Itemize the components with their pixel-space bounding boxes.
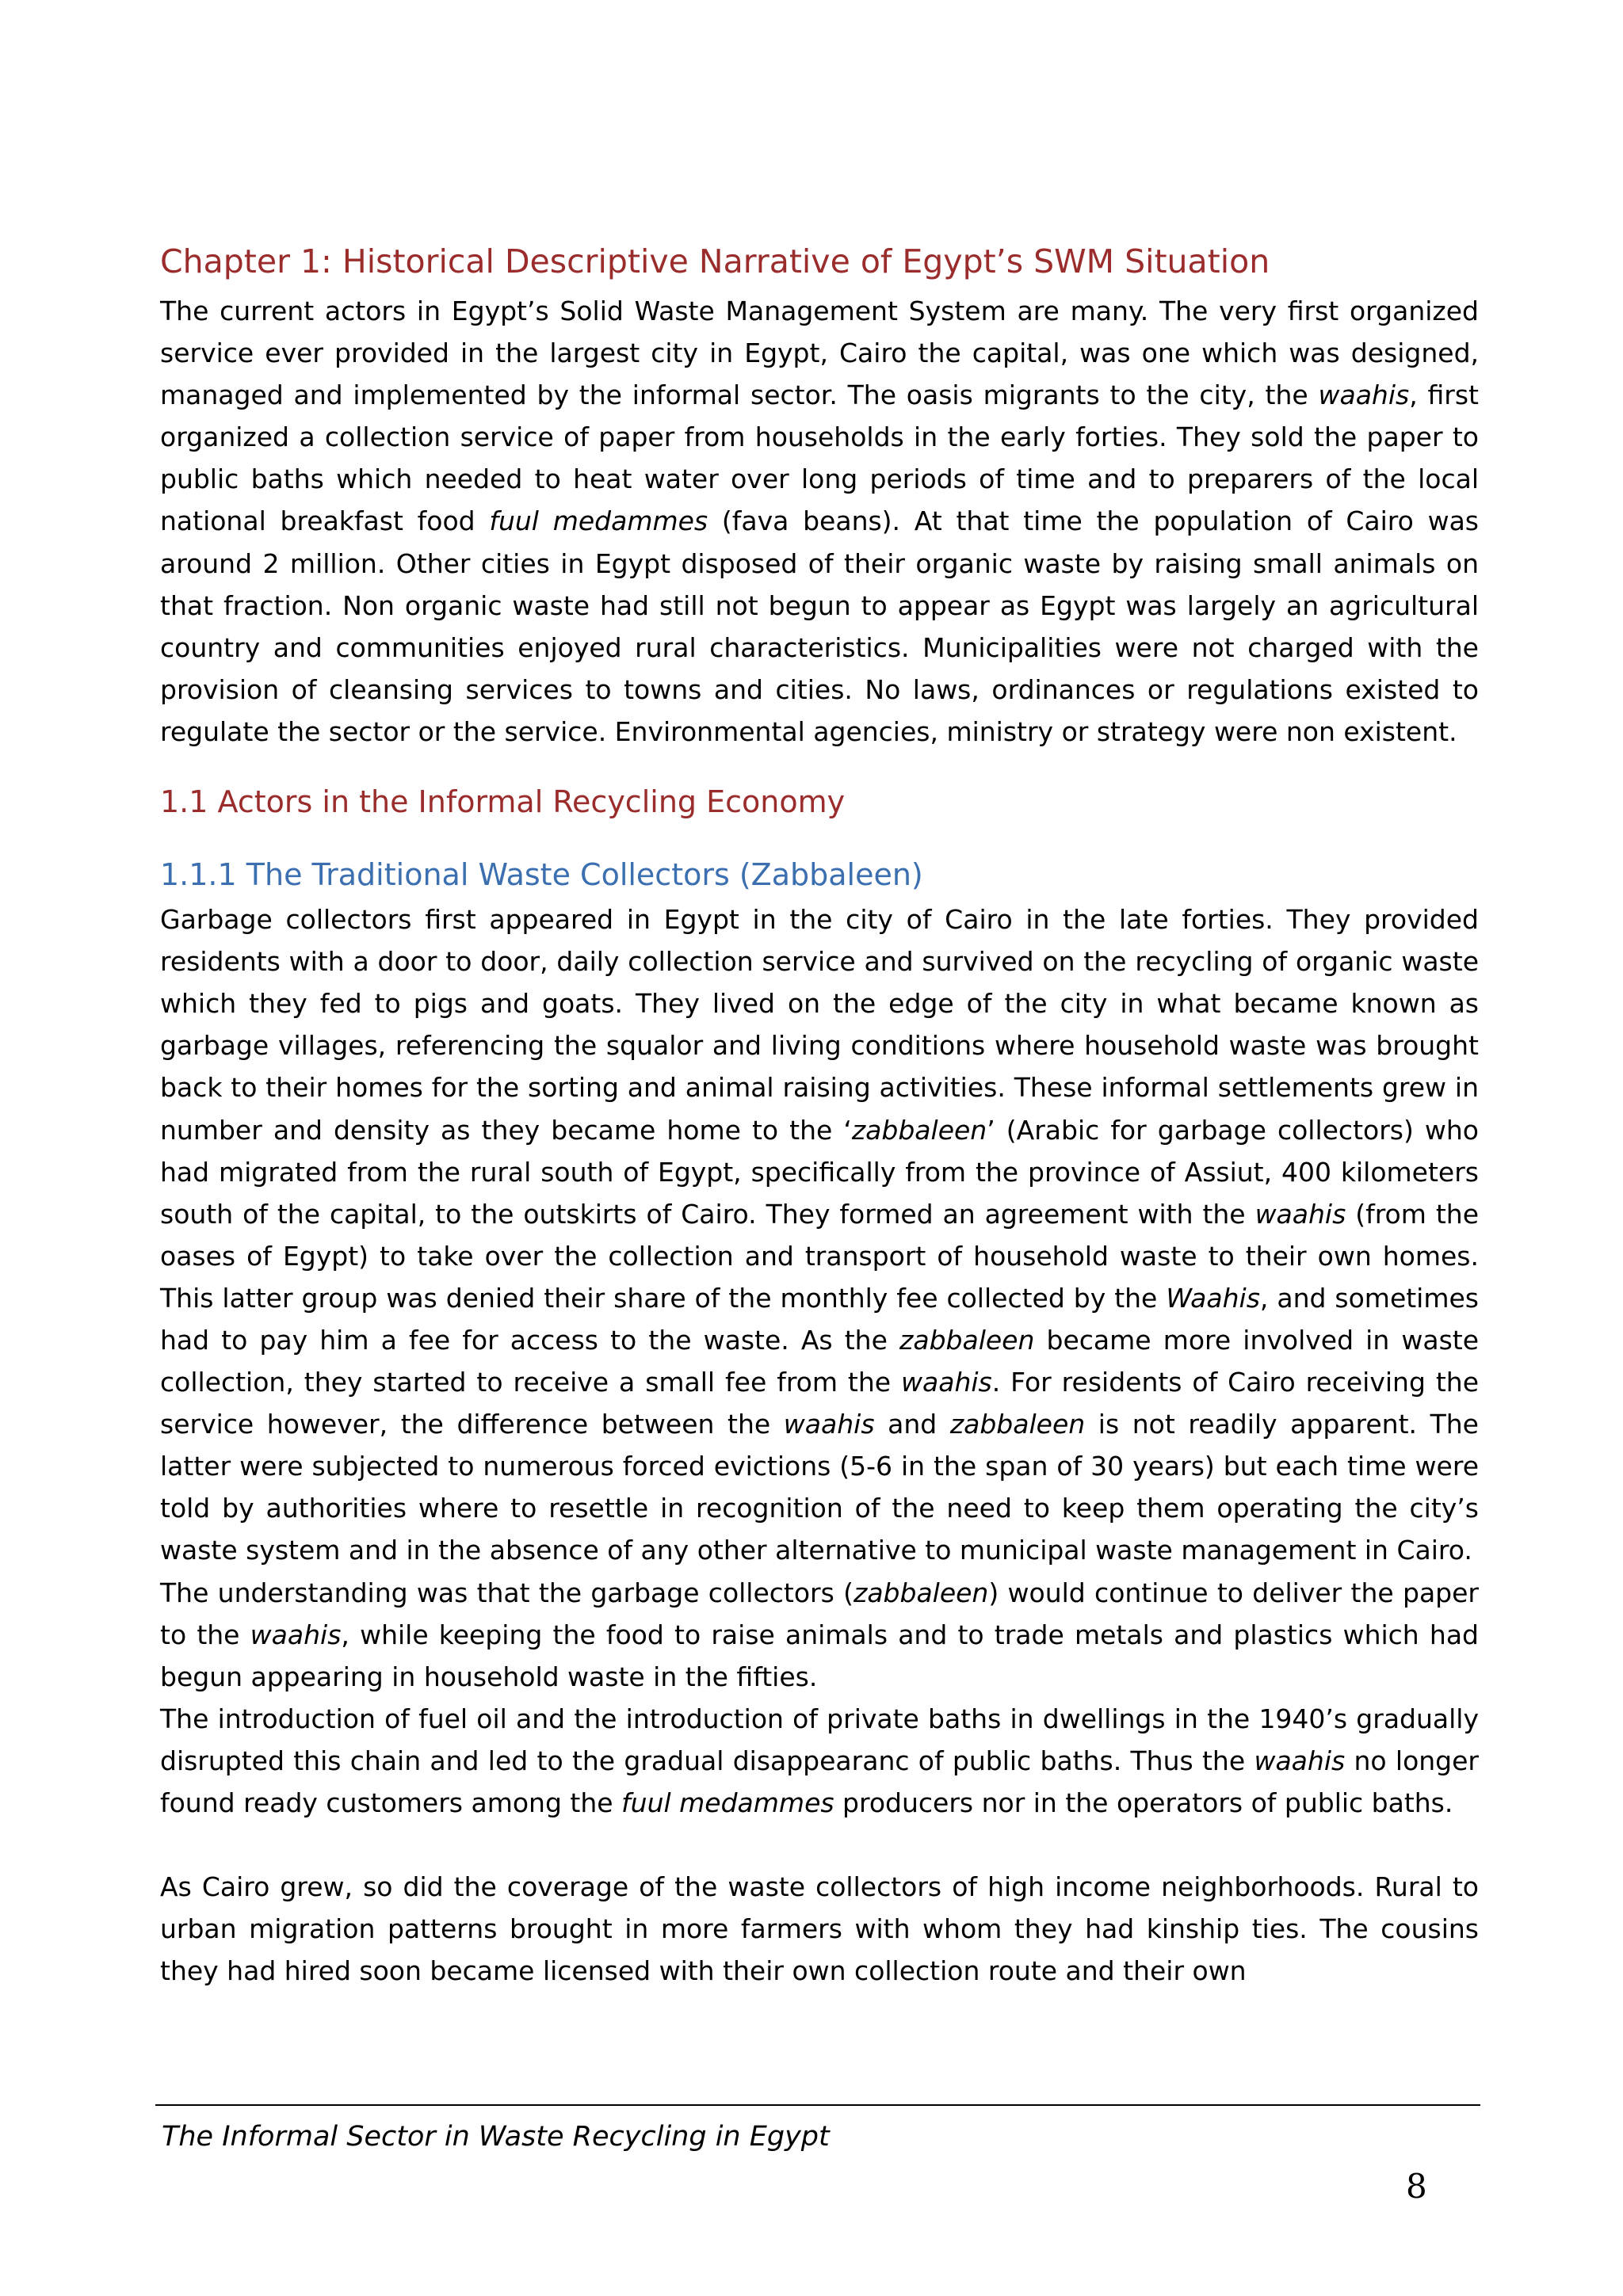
footer-title: The Informal Sector in Waste Recycling in Egypt	[162, 2121, 830, 2153]
page-number: 8	[1406, 2167, 1427, 2206]
fuel-oil-paragraph: The introduction of fuel oil and the introduction of private baths in dwellings in the 1940’s gradually disrupted this chain and led to the gradual disappearanc of public baths. Thus the waahis no longer found ready customers among the fuul medammes producers nor in the operators of public baths.	[160, 1703, 1479, 1818]
document-body	[160, 238, 1479, 1992]
zabbaleen-paragraph: Garbage collectors first appeared in Egypt in the city of Cairo in the late forties. They provided residents with a door to door, daily collection service and survived on the recycling of organic waste which they fed to pigs and goats. They lived on the edge of the city in what became known as garbage villages, referencing the squalor and living conditions where household waste was brought back to their homes for the sorting and animal raising activities. These informal settlements grew in number and density as they became home to the ‘zabbaleen’ (Arabic for garbage collectors) who had migrated from the rural south of Egypt, specifically from the province of Assiut, 400 kilometers south of the capital, to the outskirts of Cairo. They formed an agreement with the waahis (from the oases of Egypt) to take over the collection and transport of household waste to their own homes. This latter group was denied their share of the monthly fee collected by the Waahis, and sometimes had to pay him a fee for access to the waste. As the zabbaleen became more involved in waste collection, they started to receive a small fee from the waahis. For residents of Cairo receiving the service however, the difference between the waahis and zabbaleen is not readily apparent. The latter were subjected to numerous forced evictions (5-6 in the span of 30 years) but each time were told by authorities where to resettle in recognition of the need to keep them operating the city’s waste system and in the absence of any other alternative to municipal waste management in Cairo.	[160, 904, 1479, 1566]
paragraph-spacer	[160, 1824, 1479, 1866]
footer-divider	[155, 2104, 1480, 2106]
subsection-heading-1-1-1: 1.1.1 The Traditional Waste Collectors (Zabbaleen)	[160, 857, 923, 893]
intro-paragraph: The current actors in Egypt’s Solid Waste Management System are many. The very first organized service ever provided in the largest city in Egypt, Cairo the capital, was one which was designed, managed and implemented by the informal sector. The oasis migrants to the city, the waahis, first organized a collection service of paper from households in the early forties. They sold the paper to public baths which needed to heat water over long periods of time and to preparers of the local national breakfast food fuul medammes (fava beans). At that time the population of Cairo was around 2 million. Other cities in Egypt disposed of their organic waste by raising small animals on that fraction. Non organic waste had still not begun to appear as Egypt was largely an agricultural country and communities enjoyed rural characteristics. Municipalities were not charged with the provision of cleansing services to towns and cities. No laws, ordinances or regulations existed to regulate the sector or the service. Environmental agencies, ministry or strategy were non existent.	[160, 296, 1479, 747]
cairo-grew-paragraph: As Cairo grew, so did the coverage of the waste collectors of high income neighborhoods. Rural to urban migration patterns brought in more farmers with whom they had kinship ties. The cousins they had hired soon became licensed with their own collection route and their own	[160, 1871, 1479, 1987]
chapter-title: Chapter 1: Historical Descriptive Narrative of Egypt’s SWM Situation	[160, 242, 1270, 280]
understanding-paragraph: The understanding was that the garbage collectors (zabbaleen) would continue to deliver the paper to the waahis, while keeping the food to raise animals and to trade metals and plastics which had begun appearing in household waste in the fifties.	[160, 1577, 1479, 1692]
section-heading-1-1: 1.1 Actors in the Informal Recycling Economy	[160, 784, 846, 820]
